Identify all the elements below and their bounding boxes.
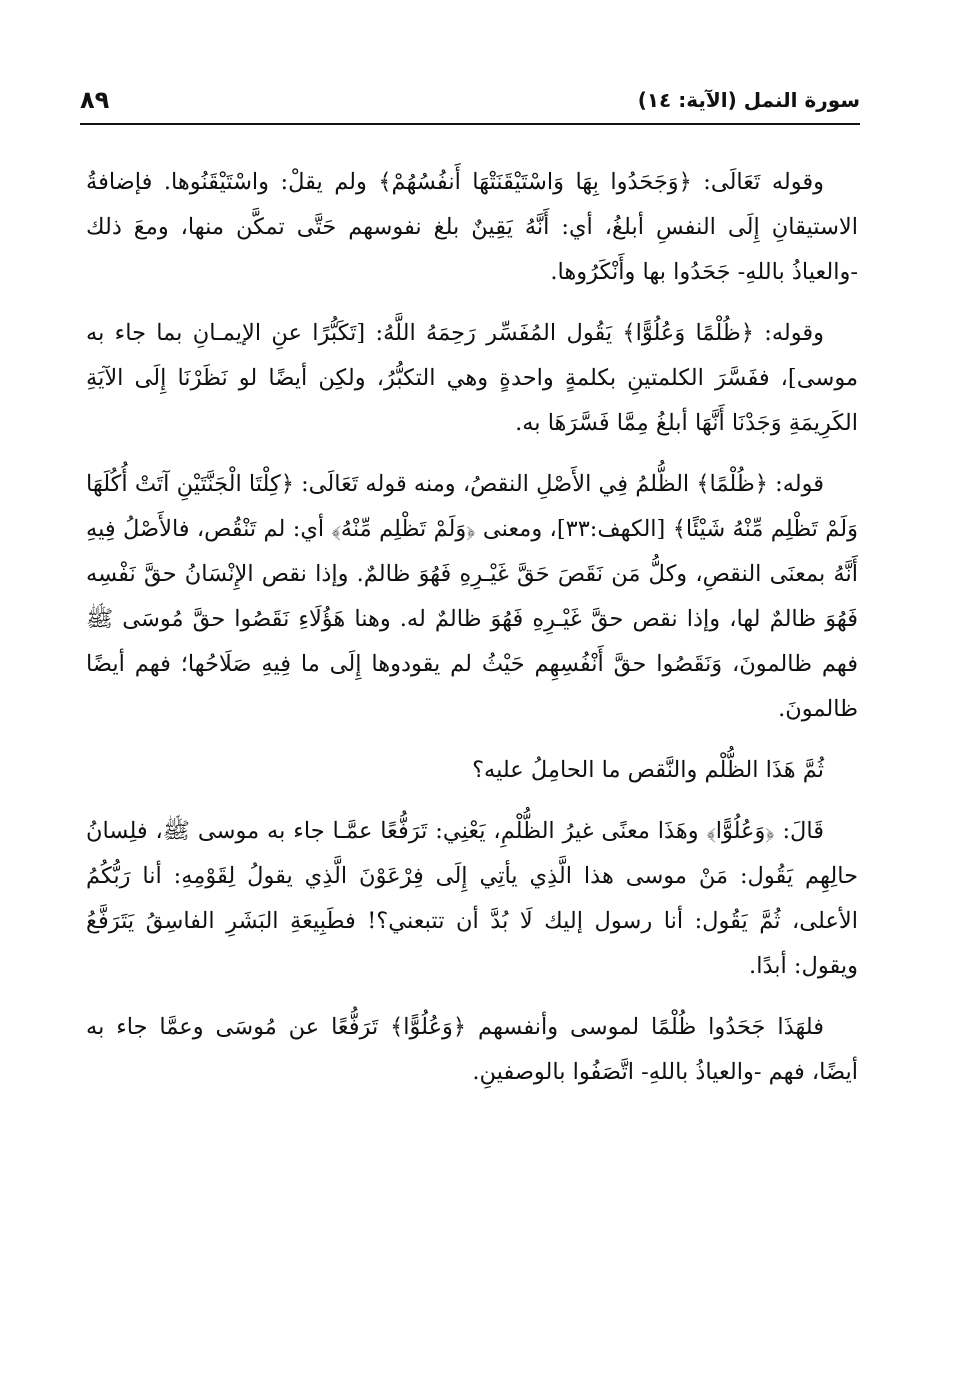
paragraph: قوله: ﴿ظُلْمًا﴾ الظُّلمُ فِي الأَصْلِ النقصُ، ومنه قوله تَعَالَى: ﴿كِلْتَا الْجَنَّتَيْنِ آتَتْ أُكُلَهَا وَلَمْ تَظْلِم مِّنْهُ شَيْئًا﴾ [الكهف:٣٣]، ومعنى ﴿وَلَمْ تَظْلِم مِّنْهُ﴾ أي: لم تَنْقُص، فالأَصْلُ فِيهِ أَنَّهُ بمعنَى النقصِ، وكلُّ مَن نَقَصَ حَقَّ غَيْـرِهِ فَهُوَ ظالمٌ. وإذا نقص الإِنْسَانُ حقَّ نَفْسِه فَهُوَ ظالمٌ لها، وإذا نقص حقَّ غَيْـرِهِ فَهُوَ ظالمٌ له. وهنا هَؤُلَاءِ نَقَصُوا حقَّ مُوسَى ﷺ فهم ظالمونَ، وَنَقَصُوا حقَّ أَنْفُسِهِم حَيْثُ لم يقودوها إِلَى ما فِيهِ صَلَاحُها؛ فهم أيضًا ظالمونَ. [86, 471, 859, 722]
running-title: سورة النمل (الآية: ١٤) [637, 88, 860, 112]
body-text [86, 160, 858, 1111]
paragraph: وقوله تَعَالَى: ﴿وَجَحَدُوا بِهَا وَاسْتَيْقَنَتْهَا أَنفُسُهُمْ﴾ ولم يقلْ: واسْتَيْقَنُوها. فإضافةُ الاستيقانِ إِلَى النفسِ أبلغُ، أي: أَنَّهُ يَقِينٌ بلغ نفوسهم حَتَّى تمكَّن منها، ومعَ ذلك -والعياذُ باللهِ- جَحَدُوا بها وأَنْكَرُوها. [86, 169, 858, 285]
paragraph: وقوله: ﴿ظُلْمًا وَعُلُوًّا﴾ يَقُول المُفَسِّر رَحِمَهُ اللَّهُ: [تَكَبُّرًا عنِ الإيمـانِ بما جاء به موسى]، ففَسَّرَ الكلمتينِ بكلمةٍ واحدةٍ وهي التكبُّرُ، ولكِن أيضًا لو نَظَرْنَا إِلَى الآيَةِ الكَرِيمَةِ وَجَدْنَا أَنَّهَا أبلغُ مِمَّا فَسَّرَهَا به. [86, 320, 858, 436]
page-header [80, 86, 860, 122]
header-divider [80, 123, 860, 125]
paragraph: قَالَ: ﴿وَعُلُوًّا﴾ وهَذَا معنًى غيرُ الظُّلْمِ، يَعْنِي: تَرَفُّعًا عمَّـا جاء به موسى ﷺ، فلِسانُ حالِهِم يَقُول: مَنْ موسى هذا الَّذِي يأتِي إِلَى فِرْعَوْنَ الَّذِي يقولُ لِقَوْمِهِ: أنا رَبُّكُمُ الأعلى، ثُمَّ يَقُول: أنا رسول إليك لَا بُدَّ أن تتبعني؟! فطَبِيعَةِ البَشَرِ الفاسِقُ يَتَرَفَّعُ ويقول: أبدًا. [86, 818, 858, 979]
paragraph: فلهَذَا جَحَدُوا ظُلْمًا لموسى وأنفسهم ﴿وَعُلُوًّا﴾ تَرَفُّعًا عن مُوسَى وعمَّا جاء به أيضًا، فهم -والعياذُ باللهِ- اتَّصَفُوا بالوصفينِ. [86, 1014, 858, 1085]
paragraph: ثُمَّ هَذَا الظُّلْم والنَّقص ما الحامِلُ عليه؟ [472, 757, 824, 783]
page-number: ٨٩ [80, 86, 110, 114]
